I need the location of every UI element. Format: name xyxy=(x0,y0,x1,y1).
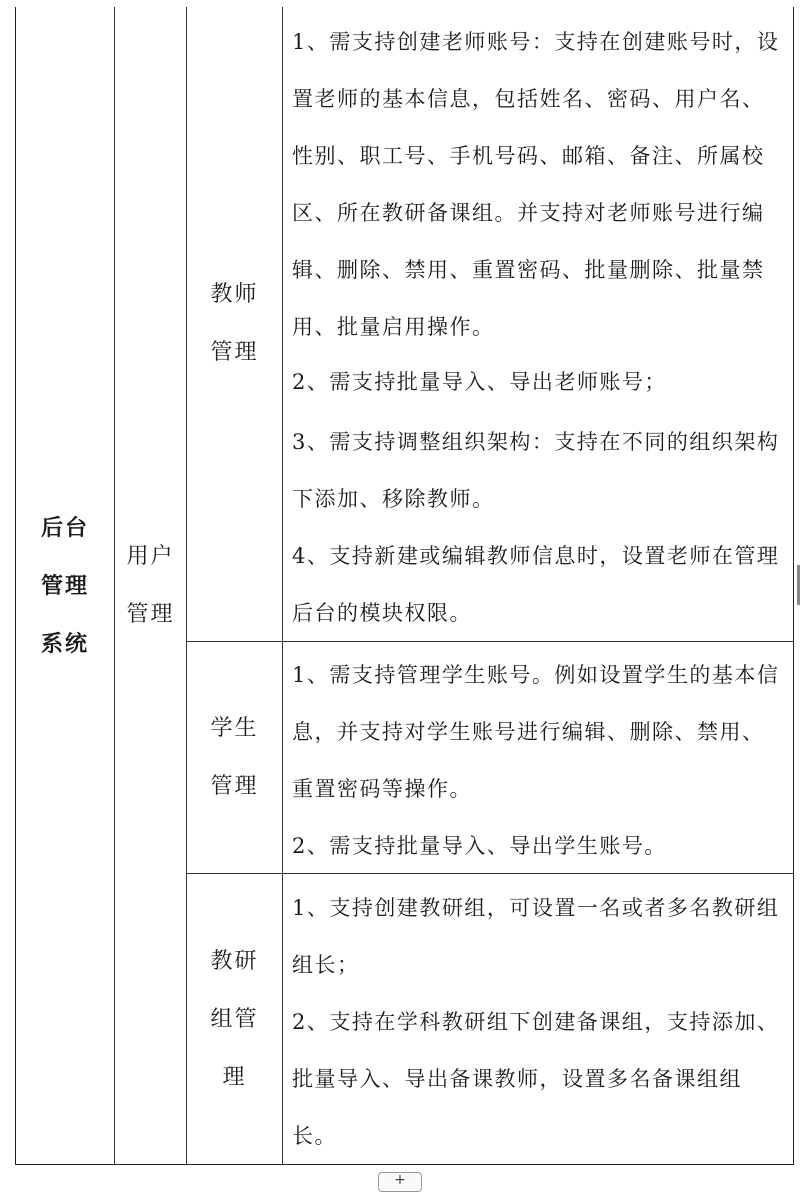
teacher-item-1: 1、需支持创建老师账号：支持在创建账号时，设置老师的基本信息，包括姓名、密码、用户名、性别、职工号、手机号码、邮箱、备注、所属校区、所在教研备课组。并支持对老师账号进行编辑、删除、禁用、重置密码、批量删除、批量禁用、批量启用操作。 xyxy=(292,30,780,339)
plus-icon: + xyxy=(394,1172,406,1188)
student-management-label xyxy=(187,642,282,873)
system-label-text: 后台 管理 系统 xyxy=(40,515,89,657)
top-bar xyxy=(0,0,800,7)
teacher-item-2: 2、需支持批量导入、导出老师账号； xyxy=(292,370,667,394)
teacher-item-3: 3、需支持调整组织架构：支持在不同的组织架构下添加、移除教师。 xyxy=(292,430,780,511)
research-item-1: 1、支持创建教研组，可设置一名或者多名教研组组长； xyxy=(292,896,780,977)
col-divider-3 xyxy=(282,7,283,1165)
student-item-2: 2、需支持批量导入、导出学生账号。 xyxy=(292,834,667,858)
teacher-management-label-text: 教师 管理 xyxy=(210,282,259,365)
teacher-item-4: 4、支持新建或编辑教师信息时，设置老师在管理后台的模块权限。 xyxy=(292,544,780,625)
student-item-1: 1、需支持管理学生账号。例如设置学生的基本信息，并支持对学生账号进行编辑、删除、禁用、重置密码等操作。 xyxy=(292,663,780,801)
module-label xyxy=(115,7,186,1165)
teacher-management-label xyxy=(187,7,282,641)
research-item-2: 2、支持在学科教研组下创建备课组，支持添加、批量导入、导出备课教师，设置多名备课组组长。 xyxy=(292,1010,780,1148)
student-management-label-text: 学生 管理 xyxy=(210,715,259,799)
system-label xyxy=(16,7,114,1165)
research-group-label-text: 教研 组管 理 xyxy=(210,948,259,1090)
research-group-label xyxy=(187,874,282,1165)
add-row-button[interactable] xyxy=(378,1172,422,1192)
module-label-text: 用户 管理 xyxy=(126,544,175,627)
